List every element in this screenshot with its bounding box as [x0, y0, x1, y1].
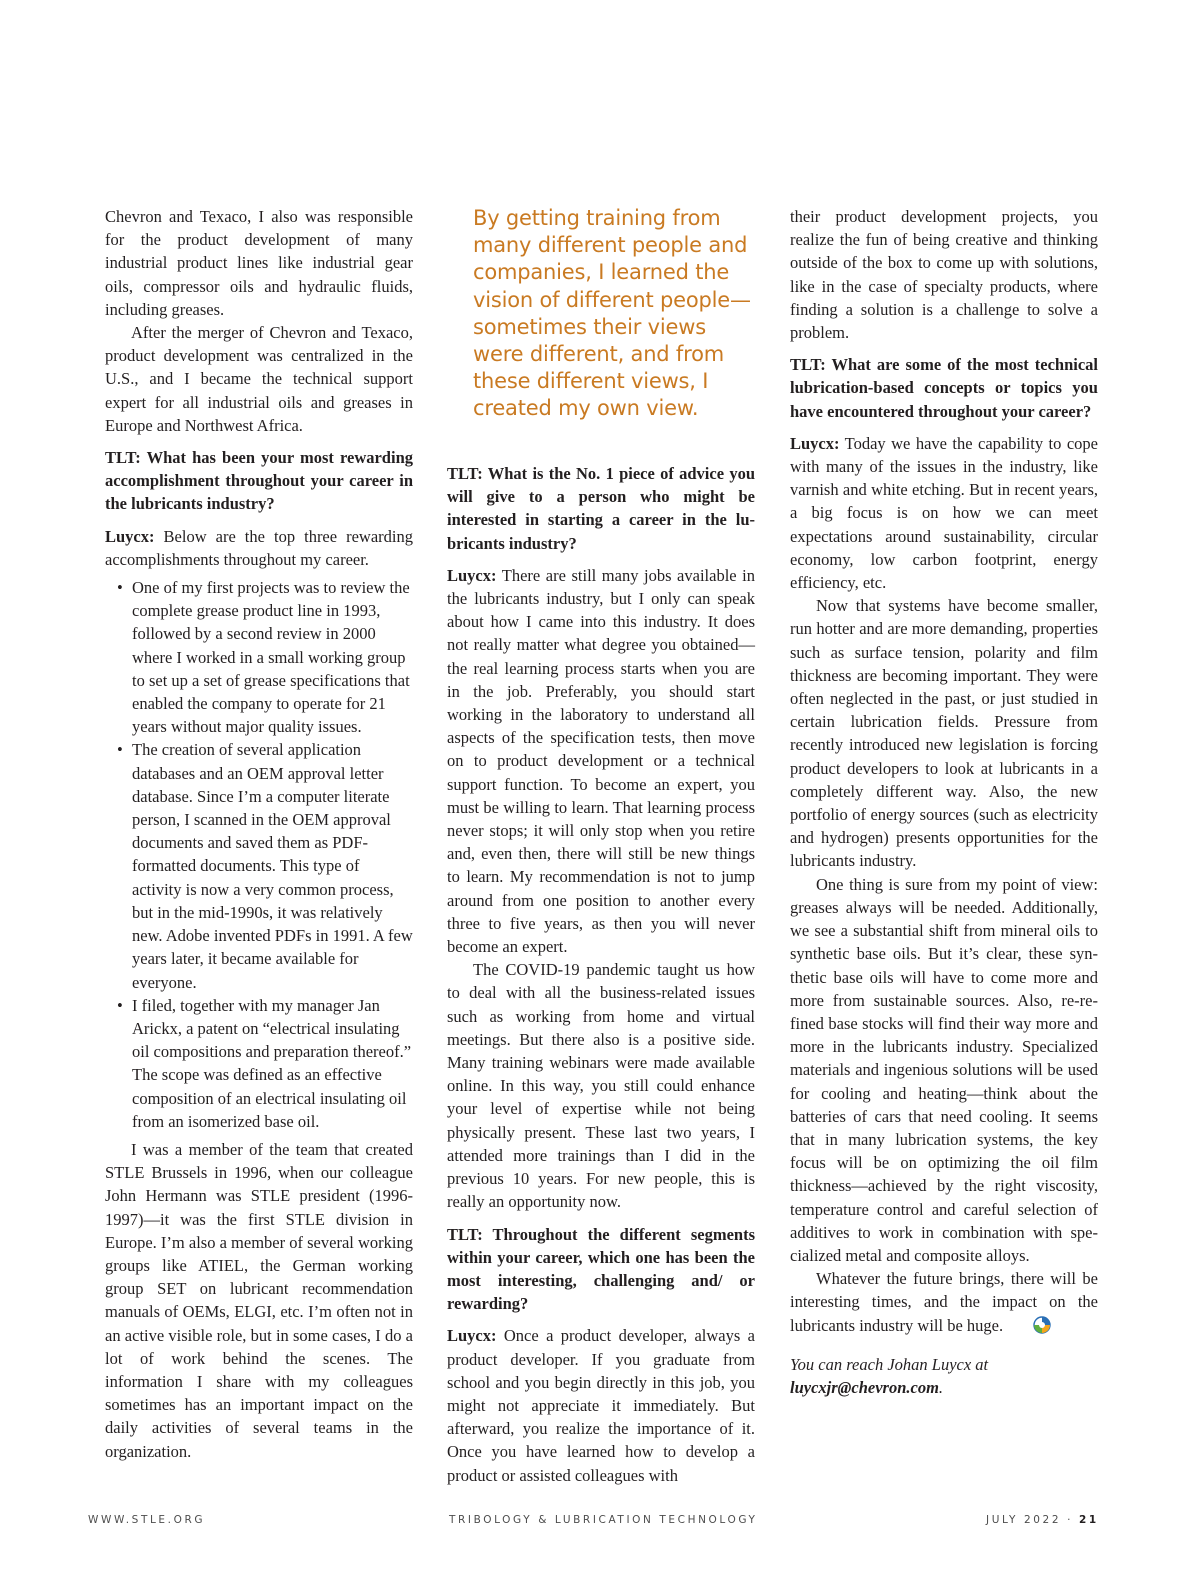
interview-question	[105, 446, 413, 516]
list-item: • The creation of several application databases and an OEM approval letter database. Since I’m a computer literate person, I scanned in the OEM approval documents and saved them as PDF-formatted documents. This type of activity is now a very common process, but in the mid-1990s, it was relatively new. Adobe invented PDFs in 1991. A few years later, it became available for everyone.	[115, 738, 413, 993]
contact-text: You can reach Johan Luycx at	[790, 1354, 989, 1374]
question-text: Throughout the different segments within your career, which one has been the most interesting, challenging and/ or rewarding?	[447, 1224, 755, 1314]
column-1	[105, 205, 413, 1463]
list-item: • I filed, together with my manager Jan Arickx, a patent on “electrical insulating oil compositions and preparation thereof.” The scope was defined as an effective composition of an electrical insulating oil from an isomerized base oil.	[115, 994, 413, 1133]
column-3	[790, 205, 1098, 1399]
accomplishments-list	[115, 576, 413, 1133]
answer-text: Below are the top three rewarding accomplishments throughout my career.	[105, 526, 413, 569]
contact-period: .	[938, 1377, 944, 1397]
pull-quote: By getting training from many different people and companies, I learned the vision of different people— sometimes their views were different, and from these different views, I created my own view.	[473, 206, 751, 421]
question-label: TLT:	[447, 464, 483, 483]
question-label: TLT:	[790, 355, 826, 375]
contact-line	[790, 1353, 1098, 1399]
paragraph: After the merger of Chevron and Texaco, product development was centralized in the U.S., and I became the technical support expert for all industrial oils and greases in Europe and Northwest Africa.	[105, 323, 413, 435]
answer-text: Today we have the capability to cope with many of the issues in the industry, like varnish and white etching. But in recent years, a big focus is on how we can meet expectations around sustainability, circular economy, low carbon footprint, energy efficiency, etc.	[790, 433, 1098, 593]
answer-label: Luycx:	[105, 526, 155, 546]
interview-answer	[790, 432, 1098, 594]
paragraph: Now that systems have become smaller, run hotter and are more demanding, properties such as surface tension, polarity and film thickness are becoming important. They were often neglected in the past, or just studied in certain lubrication fields. Pressure from recently introduced new legislation is forcing product developers to look at lubricants in a completely different way. Also, the new portfolio of energy sources (such as electricity and hydrogen) presents opportunities for the lubricants industry.	[790, 596, 1098, 871]
question-text: What has been your most rewarding accomplishment throughout your career in the lubricants industry?	[105, 448, 413, 514]
answer-label: Luycx:	[447, 1326, 497, 1346]
paragraph: their product development projects, you realize the fun of being creative and thinking outside of the box to come up with solutions, like in the case of specialty products, where finding a solution is a challenge to solve a problem.	[790, 207, 1098, 343]
paragraph: One thing is sure from my point of view: greases always will be needed. Additionally, we see a substantial shift from mineral oils to synthetic base oils. But it’s clear, these synthetic base oils will have to come more and more from sustainable sources. Also, re-refined base stocks will find their way more and more in the lubricants industry. Specialized materials and ingenious solutions will be used for cooling and heating—think about the batteries of cars that need cooling. It seems that in many lubrication systems, the key focus will be on optimizing the oil film thickness—achieved by the right viscosity, temperature control and careful selection of additives to work in combination with specialized metal and composite alloys.	[790, 874, 1098, 1265]
column-2	[447, 205, 755, 1487]
paragraph: Chevron and Texaco, I also was responsible for the product development of many industrial product lines like industrial gear oils, compressor oils and hydraulic fluids, including greases.	[105, 207, 413, 319]
question-label: TLT:	[447, 1224, 483, 1244]
interview-question	[447, 462, 755, 555]
answer-text: There are still many jobs available in the lubricants industry, but I only can speak about how I came into this industry. It does not really matter what degree you obtained—the real learning process starts when you are in the job. Preferably, you should start working in the laboratory to understand all aspects of the specification tests, then move on to product development or a technical support function. To become an expert, you must be willing to learn. That learning process never stops; it will only stop when you retire and, even then, there will still be new things to learn. My recommendation is not to jump around from one position to another every three to five years, as then you will never become an expert.	[447, 565, 755, 957]
interview-question	[447, 1223, 755, 1316]
stle-logo-icon	[1007, 1316, 1025, 1334]
answer-label: Luycx:	[790, 433, 840, 453]
question-text: What are some of the most technical lubrication-based concepts or topics you have encountered throughout your career?	[790, 355, 1098, 421]
separator: ·	[1061, 1514, 1079, 1526]
answer-label: Luycx:	[447, 565, 497, 585]
issue-date: JULY 2022	[986, 1514, 1062, 1526]
footer-publication: TRIBOLOGY & LUBRICATION TECHNOLOGY	[449, 1514, 758, 1526]
interview-answer	[447, 1324, 755, 1486]
footer-date-page	[986, 1514, 1099, 1526]
closing-text: Whatever the future brings, there will be interesting times, and the impact on the lubricants industry will be huge.	[790, 1269, 1098, 1335]
email-link[interactable]: luycxjr@chevron.com	[790, 1377, 939, 1397]
answer-text: Once a product developer, always a product developer. If you graduate from school and you begin directly in this job, you might not appreciate it immediately. But afterward, you realize the importance of it. Once you have learned how to develop a product or assisted colleagues with	[447, 1326, 755, 1485]
footer-website[interactable]: WWW.STLE.ORG	[88, 1514, 206, 1526]
interview-answer	[105, 525, 413, 571]
paragraph: The COVID-19 pandemic taught us how to deal with all the business-related issues such as working from home and virtual meetings. But there also is a positive side. Many training webinars were made available online. In this way, you still could enhance your level of expertise while not being physically present. These last two years, I attended more trainings than I did in the previous 10 years. For new people, this is really an opportunity now.	[447, 960, 755, 1212]
interview-answer	[447, 564, 755, 958]
interview-question	[790, 353, 1098, 423]
question-text: What is the No. 1 piece of advice you will give to a person who might be interested in starting a career in the lubricants industry?	[447, 464, 755, 553]
question-label: TLT:	[105, 448, 141, 468]
closing-paragraph	[790, 1267, 1098, 1337]
page-number: 21	[1078, 1514, 1099, 1526]
list-item: • One of my first projects was to review the complete grease product line in 1993, followed by a second review in 2000 where I worked in a small working group to set up a set of grease specifications that enabled the company to operate for 21 years without major quality issues.	[115, 576, 413, 738]
paragraph: I was a member of the team that created STLE Brussels in 1996, when our colleague John Hermann was STLE president (1996-1997)—it was the first STLE division in Europe. I’m also a member of several working groups like ATIEL, the German working group SET on lubricant recommendation manuals of OEMs, ELGI, etc. I’m often not in an active visible role, but in some cases, I do a lot of work behind the scenes. The information I share with my colleagues sometimes has an important impact on the daily activities of several teams in the organization.	[105, 1139, 413, 1461]
